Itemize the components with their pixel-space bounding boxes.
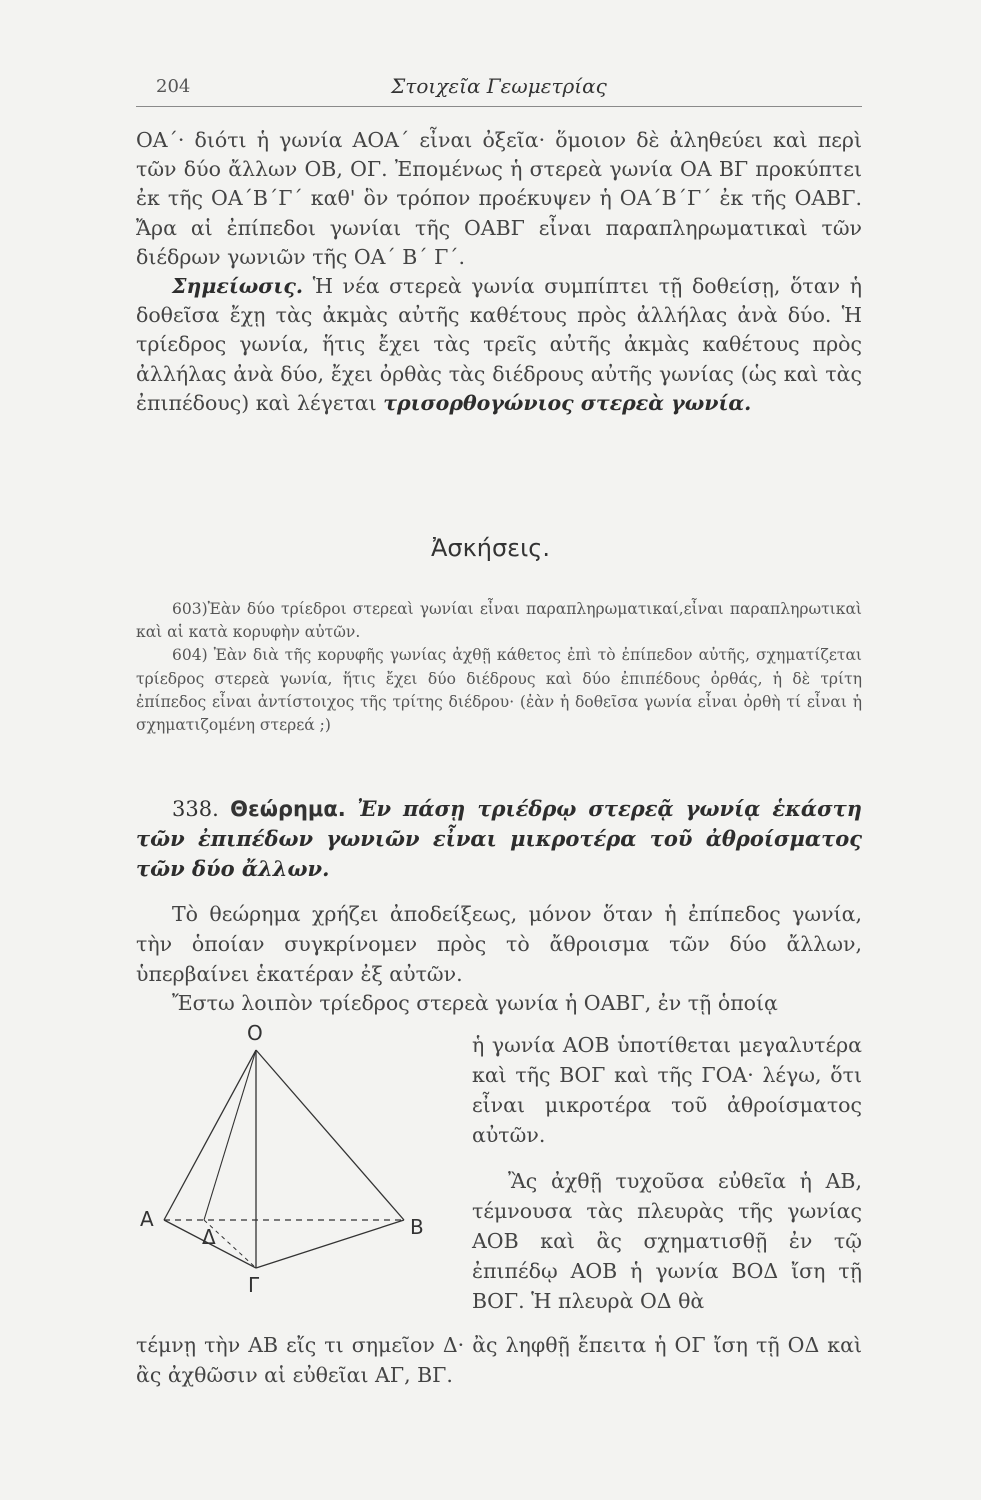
edge-OB <box>256 1050 404 1220</box>
proof-paragraph-2-start: Ἔστω λοιπὸν τρίεδρος στερεὰ γωνία ἡ ΟΑΒΓ, ἐν τῇ ὁποίᾳ <box>172 991 778 1016</box>
note-term: τρισορθογώνιος στερεὰ γωνία. <box>383 390 752 415</box>
label-A: A <box>140 1207 154 1231</box>
exercises-heading: Ἀσκήσεις. <box>430 534 550 562</box>
exercises-list <box>136 598 862 737</box>
intro-paragraph: ΟΑ΄· διότι ἡ γωνία ΑΟΑ΄ εἶναι ὀξεῖα· ὅμοιον δὲ ἀληθεύει καὶ περὶ τῶν δύο ἄλλων ΟΒ, ΟΓ. Ἐπομένως ἡ στερεὰ γωνία ΟΑ ΒΓ προκύπτει ἐκ τῆς ΟΑ΄Β΄Γ΄ καθ' ὃν τρόπον προέκυψεν ἡ ΟΑ΄Β΄Γ΄ ἐκ τῆς ΟΑΒΓ. Ἄρα αἱ ἐπίπεδοι γωνίαι τῆς ΟΑΒΓ εἶναι παραπληρωματικαὶ τῶν διέδρων γωνιῶν τῆς ΟΑ΄ Β΄ Γ΄. <box>136 128 862 269</box>
proof-text <box>136 900 862 1019</box>
note-text: Ἡ νέα στερεὰ γωνία συμπίπτει τῇ δοθείσῃ, ὅταν ἡ δοθεῖσα ἔχῃ τὰς ἀκμὰς αὐτῆς καθέτους πρὸς ἀλλήλας ἀνὰ δύο. Ἡ τρίεδρος γωνία, ἥτις ἔχει τὰς τρεῖς αὐτῆς ἀκμὰς καθέτους πρὸς ἀλλήλας ἀνὰ δύο, ἔχει ὀρθὰς τὰς διέδρους αὐτῆς γωνίας (ὡς καὶ τὰς ἐπιπέδους) καὶ λέγεται <box>136 274 862 415</box>
theorem-block <box>136 794 862 884</box>
label-G: Γ <box>248 1273 260 1297</box>
exercise-item: 603)Ἐὰν δύο τρίεδροι στερεαὶ γωνίαι εἶναι παραπληρωματικαί,εἶναι παραπληρωτικαὶ καὶ αἱ κατὰ κορυφὴν αὐτῶν. <box>136 600 862 642</box>
trihedral-angle-figure <box>140 1020 440 1300</box>
proof-paragraph-3-end: τέμνῃ τὴν ΑΒ εἴς τι σημεῖον Δ· ἂς ληφθῇ ἔπειτα ἡ ΟΓ ἴση τῇ ΟΔ καὶ ἂς ἀχθῶσιν αἱ εὐθεῖαι ΑΓ, ΒΓ. <box>136 1333 862 1387</box>
theorem-statement: Ἐν πάσῃ τριέδρῳ στερεᾷ γωνίᾳ ἑκάστη τῶν ἐπιπέδων γωνιῶν εἶναι μικροτέρα τοῦ ἀθροίσματος τῶν δύο ἄλλων. <box>136 796 862 881</box>
page-number: 204 <box>156 76 191 97</box>
theorem-label: Θεώρημα. <box>230 797 346 821</box>
note-paragraph <box>136 272 862 418</box>
note-label: Σημείωσις. <box>172 274 303 299</box>
proof-wrapped-text-2: Ἂς ἀχθῇ τυχοῦσα εὐθεῖα ἡ ΑΒ, τέμνουσα τὰς πλευρὰς τῆς γωνίας ΑΟΒ καὶ ἂς σχηματισθῇ ἐν τῷ ἐπιπέδῳ ΑΟΒ ἡ γωνία ΒΟΔ ἴση τῇ ΒΟΓ. Ἡ πλευρὰ ΟΔ θὰ <box>472 1169 862 1313</box>
label-B: B <box>410 1215 424 1239</box>
theorem-number: 338. <box>172 797 219 821</box>
proof-paragraph-1: Τὸ θεώρημα χρήζει ἀποδείξεως, μόνον ὅταν ἡ ἐπίπεδος γωνία, τὴν ὁποίαν συγκρίνομεν πρὸς τὸ ἄθροισμα τῶν δύο ἄλλων, ὑπερβαίνει ἑκατέραν ἐξ αὐτῶν. <box>136 902 862 986</box>
edge-OA <box>164 1050 256 1220</box>
label-D: Δ <box>202 1225 216 1249</box>
intro-text <box>136 126 862 418</box>
running-title: Στοιχεῖα Γεωμετρίας <box>391 74 607 98</box>
label-O: O <box>247 1021 263 1045</box>
exercise-item: 604) Ἐὰν διὰ τῆς κορυφῆς γωνίας ἀχθῇ κάθετος ἐπὶ τὸ ἐπίπεδον αὐτῆς, σχηματίζεται τρίεδρος στερεὰ γωνία, ἥτις ἔχει δύο διέδρους καὶ δύο ἐπιπέδους ὀρθάς, ἡ δὲ τρίτη ἐπίπεδος εἶναι ἀντίστοιχος τῆς τρίτης διέδρου· (ἐὰν ἡ δοθεῖσα γωνία εἶναι ὀρθὴ τί εἶναι ἡ σχηματιζομένη στερεά ;) <box>136 646 862 735</box>
edge-OD <box>204 1050 256 1220</box>
proof-wrapped-text-1: ἡ γωνία ΑΟΒ ὑποτίθεται μεγαλυτέρα καὶ τῆς ΒΟΓ καὶ τῆς ΓΟΑ· λέγω, ὅτι εἶναι μικροτέρα τοῦ ἀθροίσματος αὐτῶν. <box>472 1033 862 1147</box>
edge-BG <box>256 1220 404 1268</box>
page-header <box>136 70 862 107</box>
